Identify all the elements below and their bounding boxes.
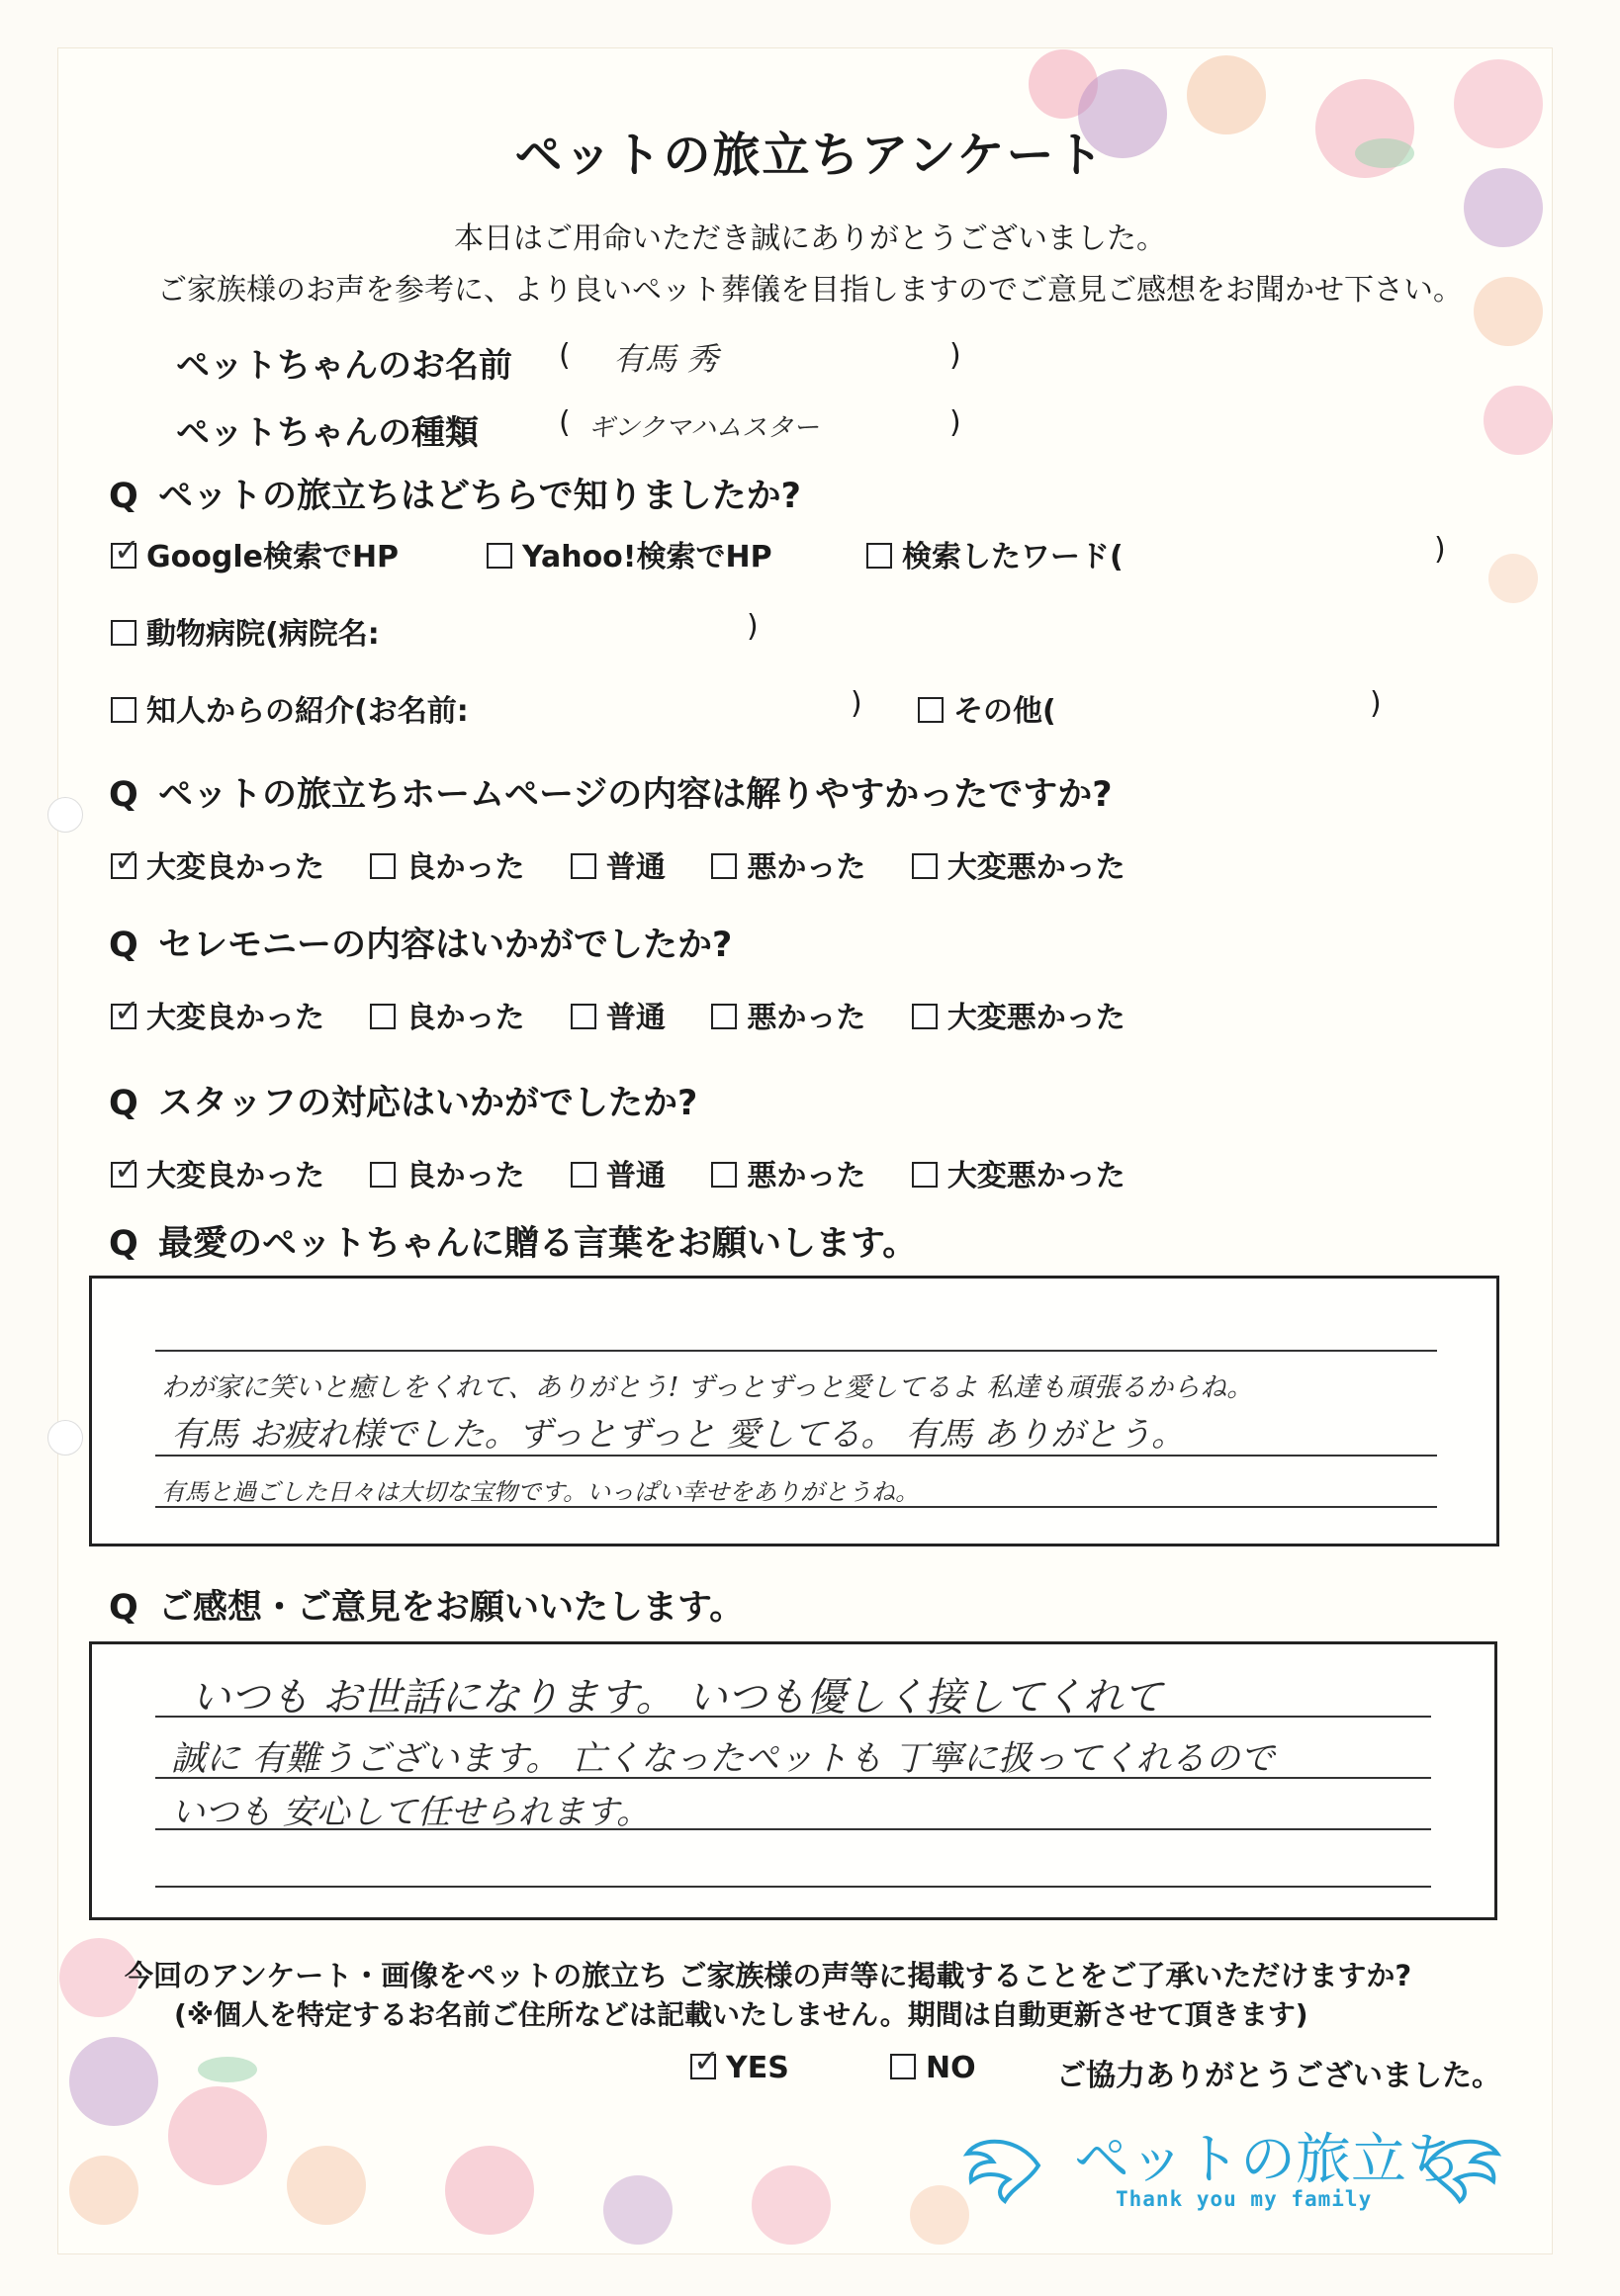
question-6-text: ご感想・ご意見をお願いいたします。	[158, 1588, 745, 1628]
q1-option-friend-label: 知人からの紹介(お名前:	[146, 694, 469, 729]
question-2	[109, 767, 1113, 817]
message-line-1: わが家に笑いと癒しをくれて、ありがとう! ずっとずっと愛してるよ 私達も頑張るからね。	[161, 1372, 1254, 1403]
q1-option-google[interactable]	[111, 532, 399, 575]
checkbox-icon[interactable]	[912, 1004, 938, 1029]
q1-option-other-label: その他(	[953, 694, 1056, 729]
pet-name-close-paren: )	[949, 338, 961, 373]
question-3-text: セレモニーの内容はいかがでしたか?	[158, 926, 733, 965]
checkbox-icon[interactable]	[711, 1162, 737, 1188]
rating-very-bad: 大変悪かった	[946, 1001, 1125, 1035]
q3-rating-row	[111, 993, 1125, 1036]
checkbox-checked-icon[interactable]	[111, 543, 136, 569]
page-title: ペットの旅立ちアンケート	[514, 128, 1106, 183]
q1-other-close: )	[1370, 686, 1382, 721]
rating-average: 普通	[605, 850, 666, 885]
pet-type-open-paren: (	[559, 405, 571, 440]
q1-keyword-close: )	[1434, 532, 1446, 567]
thanks-text: ご協力ありがとうございました。	[1056, 2059, 1501, 2093]
pet-type-close-paren: )	[949, 405, 961, 440]
checkbox-checked-icon[interactable]	[111, 1004, 136, 1029]
checkbox-icon[interactable]	[866, 543, 892, 569]
rating-very-good: 大変良かった	[146, 850, 324, 885]
q1-option-yahoo-label: Yahoo!検索でHP	[522, 540, 772, 574]
rating-good: 良かった	[405, 1159, 525, 1193]
question-4-text: スタッフの対応はいかがでしたか?	[158, 1084, 698, 1123]
checkbox-icon[interactable]	[711, 1004, 737, 1029]
consent-yes-label: YES	[726, 2051, 789, 2085]
q-mark: Q	[109, 1224, 138, 1264]
comment-line-2: 誠に 有難うございます。 亡くなったペットも 丁寧に扱ってくれるので	[171, 1739, 1275, 1779]
question-4	[109, 1076, 697, 1125]
pet-type-label: ペットちゃんの種類	[176, 413, 479, 453]
consent-line-2: (※個人を特定するお名前ご住所などは記載いたしません。期間は自動更新させて頂きます)	[174, 1998, 1308, 2031]
rating-bad: 悪かった	[747, 1159, 866, 1193]
message-to-pet-box[interactable]	[89, 1276, 1499, 1546]
checkbox-icon[interactable]	[912, 853, 938, 879]
pet-name-label: ペットちゃんのお名前	[176, 346, 512, 386]
rating-very-good: 大変良かった	[146, 1159, 324, 1193]
q1-hospital-close: )	[747, 609, 759, 644]
rating-bad: 悪かった	[747, 1001, 866, 1035]
pet-type-field[interactable]: ギンクマハムスター	[588, 413, 819, 443]
checkbox-icon[interactable]	[370, 853, 396, 879]
checkbox-icon[interactable]	[370, 1004, 396, 1029]
checkbox-checked-icon[interactable]	[690, 2054, 716, 2079]
question-2-text: ペットの旅立ちホームページの内容は解りやすかったですか?	[158, 775, 1113, 815]
q1-option-friend[interactable]	[111, 686, 469, 730]
q4-rating-row	[111, 1151, 1125, 1194]
q-mark: Q	[109, 477, 138, 516]
consent-no-label: NO	[926, 2051, 976, 2085]
rating-very-good: 大変良かった	[146, 1001, 324, 1035]
q1-option-keyword[interactable]	[866, 532, 1124, 575]
checkbox-icon[interactable]	[571, 853, 596, 879]
q-mark: Q	[109, 1084, 138, 1123]
message-line-3: 有馬と過ごした日々は大切な宝物です。いっぱい幸せをありがとうね。	[161, 1478, 920, 1506]
left-wing-icon	[959, 2126, 1048, 2205]
checkbox-checked-icon[interactable]	[111, 853, 136, 879]
q-mark: Q	[109, 775, 138, 815]
checkbox-icon[interactable]	[370, 1162, 396, 1188]
question-5-text: 最愛のペットちゃんに贈る言葉をお願いします。	[158, 1224, 918, 1264]
message-line-2: 有馬 お疲れ様でした。ずっとずっと 愛してる。 有馬 ありがとう。	[171, 1415, 1186, 1455]
rating-good: 良かった	[405, 850, 525, 885]
rating-good: 良かった	[405, 1001, 525, 1035]
question-3	[109, 918, 732, 967]
q1-friend-close: )	[851, 686, 862, 721]
checkbox-icon[interactable]	[571, 1004, 596, 1029]
logo-tagline: Thank you my family	[1116, 2187, 1373, 2211]
rating-average: 普通	[605, 1159, 666, 1193]
q-mark: Q	[109, 926, 138, 965]
binder-hole	[47, 1420, 83, 1456]
intro-line-1: 本日はご用命いただき誠にありがとうございました。	[454, 221, 1166, 256]
q1-option-google-label: Google検索でHP	[146, 540, 400, 574]
question-5	[109, 1216, 917, 1266]
checkbox-icon[interactable]	[912, 1162, 938, 1188]
intro-line-2: ご家族様のお声を参考に、より良いペット葬儀を目指しますのでご意見ご感想をお聞かせ下さい。	[157, 273, 1463, 308]
checkbox-icon[interactable]	[711, 853, 737, 879]
checkbox-icon[interactable]	[890, 2054, 916, 2079]
q2-rating-row	[111, 842, 1125, 886]
checkbox-icon[interactable]	[111, 620, 136, 646]
comment-line-3: いつも 安心して任せられます。	[171, 1793, 651, 1832]
rating-very-bad: 大変悪かった	[946, 1159, 1125, 1193]
comments-box[interactable]	[89, 1641, 1497, 1920]
rating-average: 普通	[605, 1001, 666, 1035]
logo-name: ペットの旅立ち	[1074, 2128, 1462, 2192]
checkbox-icon[interactable]	[111, 697, 136, 723]
checkbox-icon[interactable]	[487, 543, 512, 569]
q1-option-keyword-label: 検索したワード(	[902, 540, 1124, 574]
comment-line-1: いつも お世話になります。 いつも優しく接してくれて	[191, 1675, 1163, 1721]
checkbox-icon[interactable]	[918, 697, 944, 723]
right-wing-icon	[1416, 2126, 1505, 2205]
q1-option-other[interactable]	[918, 686, 1056, 730]
rating-very-bad: 大変悪かった	[946, 850, 1125, 885]
question-6	[109, 1580, 744, 1630]
checkbox-icon[interactable]	[571, 1162, 596, 1188]
q1-option-hospital-label: 動物病院(病院名:	[146, 617, 380, 652]
question-1-text: ペットの旅立ちはどちらで知りましたか?	[158, 477, 801, 516]
consent-line-1: 今回のアンケート・画像をペットの旅立ち ご家族様の声等に掲載することをご了承いただけますか?	[125, 1959, 1412, 1992]
pet-name-open-paren: (	[559, 338, 571, 373]
question-1	[109, 469, 801, 518]
rating-bad: 悪かった	[747, 850, 866, 885]
q1-option-hospital[interactable]	[111, 609, 380, 653]
consent-yes[interactable]	[690, 2051, 789, 2085]
q-mark: Q	[109, 1588, 138, 1628]
binder-hole	[47, 797, 83, 833]
consent-no[interactable]	[890, 2051, 976, 2085]
pet-name-field[interactable]: 有馬 秀	[613, 340, 719, 378]
q1-option-yahoo[interactable]	[487, 532, 772, 575]
checkbox-checked-icon[interactable]	[111, 1162, 136, 1188]
